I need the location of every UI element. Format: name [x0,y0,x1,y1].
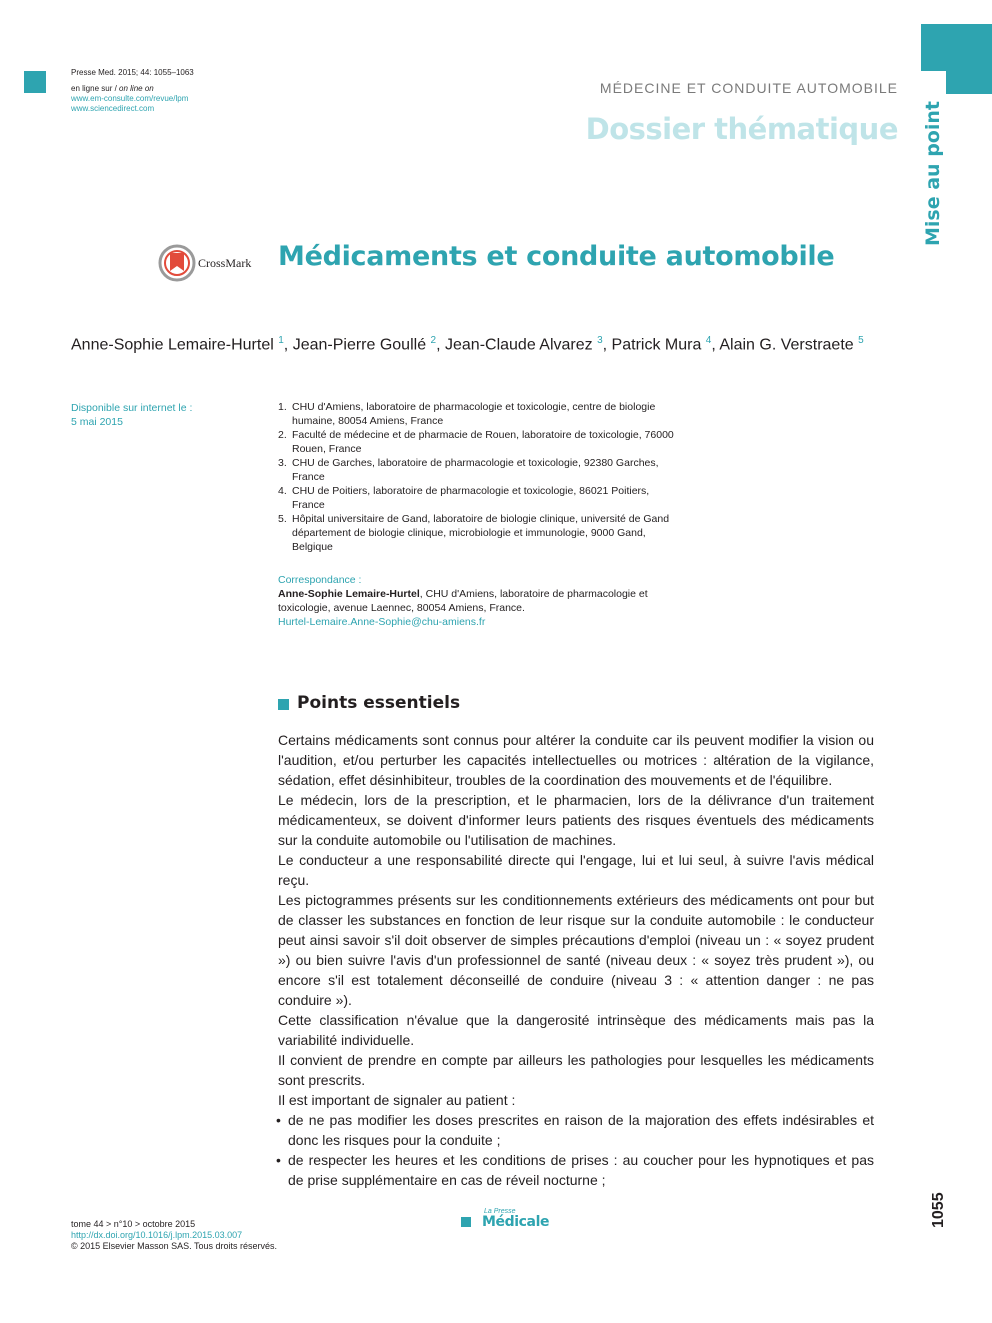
copyright: © 2015 Elsevier Masson SAS. Tous droits réservés. [71,1241,278,1251]
crossmark-label: CrossMark [198,256,252,270]
section-vertical-label: Mise au point [922,101,944,246]
correspondence-heading: Correspondance : [278,574,362,586]
author-aff: 3 [597,335,603,346]
key-points-body [278,730,874,1190]
key-points-heading: Points essentiels [297,693,461,713]
body-paragraph: Le médecin, lors de la prescription, et le pharmacien, lors de la délivrance d'un traitement médicamenteux, se doivent d'informer leurs patients des risques éventuels des médicaments sur la conduite automobile ou l'utilisation de machines. [278,792,874,848]
affiliation-item: 2. Faculté de médecine et de pharmacie de Rouen, laboratoire de toxicologie, 76000 Rouen, France [278,429,674,455]
correspondence-email-link[interactable]: Hurtel-Lemaire.Anne-Sophie@chu-amiens.fr [278,616,486,628]
corner-block [921,24,992,71]
author-aff: 2 [430,335,437,346]
author-name: Jean-Claude Alvarez [445,336,593,354]
affiliation-item: 3. CHU de Garches, laboratoire de pharmacologie et toxicologie, 92380 Garches, France [278,457,659,483]
body-paragraph: Il est important de signaler au patient : [278,1092,516,1108]
author-aff: 5 [858,335,864,346]
author-list: Anne-Sophie Lemaire-Hurtel $^1$, Jean-Pierre Goullé $^2$, Jean-Claude Alvarez $^3$, Patrick Mura $^4$, Alain G. Verstraete $^5$ [71,335,864,354]
corner-block-step [946,71,992,94]
series-title: MÉDECINE ET CONDUITE AUTOMOBILE [599,80,898,96]
doi-link[interactable]: http://dx.doi.org/10.1016/j.lpm.2015.03.007 [71,1230,243,1240]
affiliation-list [278,400,678,554]
author-aff: 4 [705,335,712,346]
affiliation-item: 4. CHU de Poitiers, laboratoire de pharmacologie et toxicologie, 86021 Poitiers, France [278,485,650,511]
page-number: 1055 [930,1192,947,1228]
body-paragraph: Cette classification n'évalue que la dangerosité intrinsèque des médicaments mais pas la variabilité individuelle. [278,1012,874,1048]
available-date: 5 mai 2015 [71,416,123,428]
body-paragraph: Le conducteur a une responsabilité directe qui l'engage, lui et lui seul, à suivre l'avis médical reçu. [278,852,874,888]
correspondence-block [278,573,678,629]
affiliation-item: 1. CHU d'Amiens, laboratoire de pharmacologie et toxicologie, centre de biologie humaine, 80054 Amiens, France [278,401,656,427]
bullet-list [278,1110,874,1190]
online-label: en ligne sur / on line on [71,84,154,93]
journal-info [71,68,194,114]
available-label: Disponible sur internet le : [71,402,193,414]
journal-logo-small: La Presse [484,1208,516,1215]
corner-marker [24,71,46,93]
journal-logo-marker [461,1217,471,1227]
availability-info [71,401,192,429]
author-name: Anne-Sophie Lemaire-Hurtel [71,336,274,354]
journal-logo: Médicale [482,1214,550,1230]
bullet-item: • de ne pas modifier les doses prescrites en raison de la majoration des effets indésirables et donc les risques pour la conduite ; [278,1110,874,1150]
journal-url-link[interactable]: www.em-consulte.com/revue/lpm [71,94,189,103]
article-title: Médicaments et conduite automobile [278,241,835,272]
dossier-title: Dossier thématique [585,112,898,146]
body-paragraph: Les pictogrammes présents sur les conditionnements extérieurs des médicaments ont pour but de classer les substances en fonction de leur risque sur la conduite automobile : le conducteur peut ainsi savoir s'il doit observer de simples précautions d'emploi (niveau un : « soyez prudent ») ou bien suivre l'avis d'un professionnel de santé (niveau deux : « soyez très prudent »), ou encore s'il est totalement déconseillé de conduire (niveau 3 : « attention danger : ne pas conduire »). [278,892,874,1008]
section-marker [278,699,289,710]
issue-info: tome 44 > n°10 > octobre 2015 [71,1219,196,1229]
author-aff: 1 [278,335,284,346]
footer-info [71,1219,277,1252]
bullet-item: • de respecter les heures et les conditions de prises : au coucher pour les hypnotiques et pas de prise supplémentaire en cas de réveil nocturne ; [278,1150,874,1190]
author-name: Patrick Mura [611,336,702,354]
author-name: Alain G. Verstraete [719,336,854,354]
sciencedirect-link[interactable]: www.sciencedirect.com [71,104,155,113]
body-paragraph: Certains médicaments sont connus pour altérer la conduite car ils peuvent modifier la vision ou l'audition, et/ou perturber les capacités intellectuelles ou motrices : altération de la vigilance, sédation, effet désinhibiteur, troubles de la coordination des mouvements et de l'équilibre. [278,732,874,788]
author-name: Jean-Pierre Goullé [292,336,427,354]
correspondence-address: Anne-Sophie Lemaire-Hurtel, CHU d'Amiens, laboratoire de pharmacologie et toxicologie, avenue Laennec, 80054 Amiens, France. [278,588,648,614]
journal-citation: Presse Med. 2015; 44: 1055–1063 [71,68,194,77]
affiliation-item: 5. Hôpital universitaire de Gand, laboratoire de biologie clinique, université de Gand département de biologie clinique, microbiologie et immunologie, 9000 Gand, Belgique [278,513,670,553]
body-paragraph: Il convient de prendre en compte par ailleurs les pathologies pour lesquelles les médicaments sont prescrits. [278,1052,874,1088]
